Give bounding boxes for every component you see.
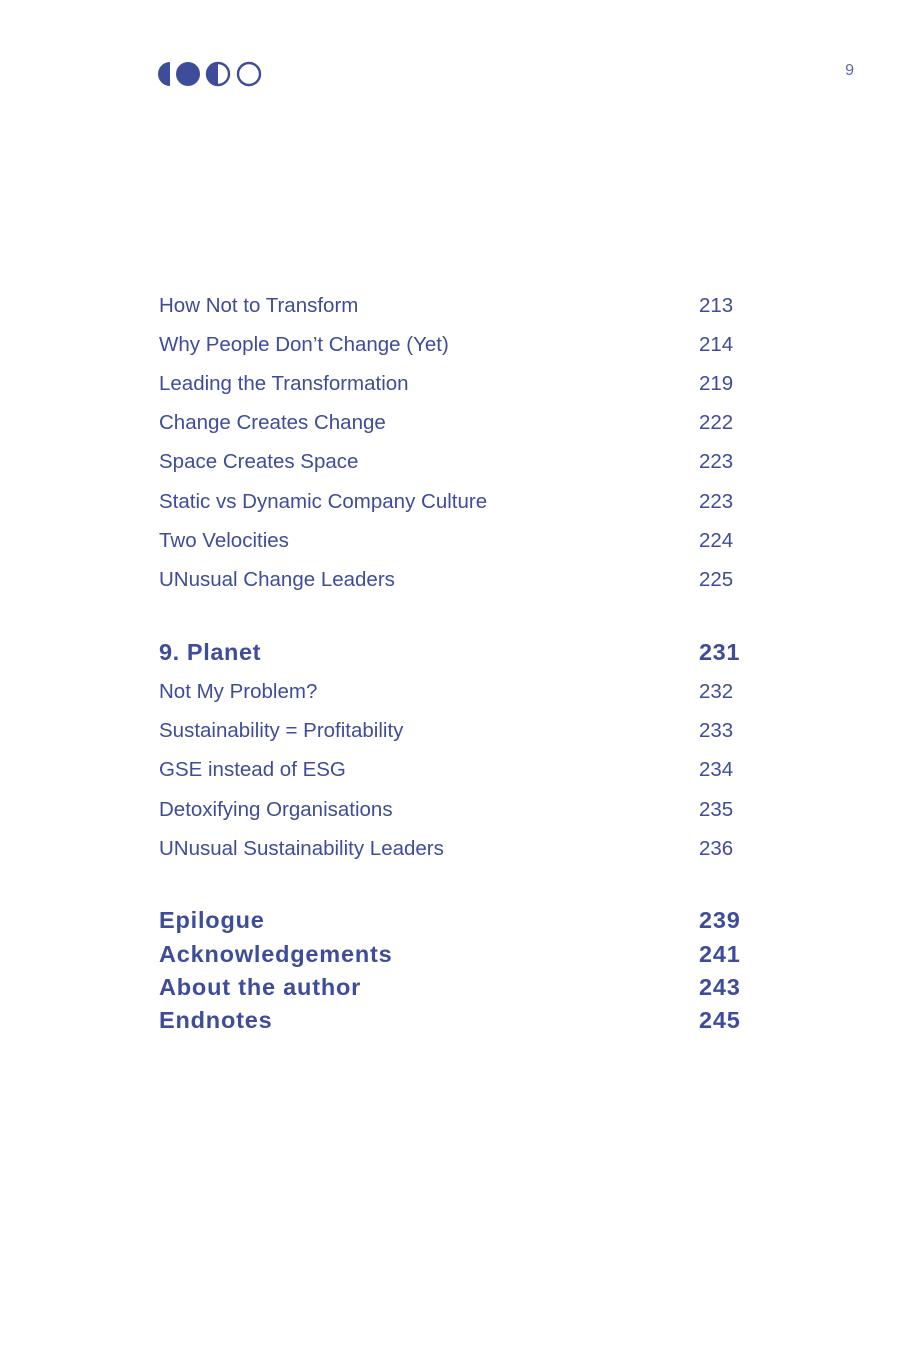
toc-entry-title: UNusual Sustainability Leaders <box>159 837 444 860</box>
toc-entry-title: Two Velocities <box>159 529 289 552</box>
toc-entry-title: Why People Don’t Change (Yet) <box>159 333 449 356</box>
crescent-moon-icon <box>158 62 170 86</box>
toc-entry[interactable] <box>159 678 769 706</box>
toc-entry[interactable] <box>159 566 769 594</box>
toc-entry-title: Sustainability = Profitability <box>159 719 404 742</box>
toc-entry-title: Detoxifying Organisations <box>159 798 393 821</box>
toc-chapter-heading[interactable] <box>159 638 769 666</box>
toc-back-matter-entry[interactable] <box>159 940 769 968</box>
page-number: 9 <box>845 62 854 79</box>
toc-entry-page: 233 <box>699 719 734 742</box>
toc-entry[interactable] <box>159 835 769 863</box>
toc-back-matter-page: 241 <box>699 940 741 967</box>
toc-entry-title: GSE instead of ESG <box>159 758 346 781</box>
toc-entry[interactable] <box>159 292 769 320</box>
toc-entry[interactable] <box>159 488 769 516</box>
toc-back-matter-title: Acknowledgements <box>159 940 393 967</box>
toc-entry-page: 223 <box>699 490 734 513</box>
toc-entry[interactable] <box>159 448 769 476</box>
toc-entry-page: 213 <box>699 294 734 317</box>
toc-back-matter-entry[interactable] <box>159 906 769 934</box>
new-moon-icon <box>238 63 260 85</box>
toc-entry-page: 222 <box>699 411 734 434</box>
toc-entry-page: 232 <box>699 680 734 703</box>
toc-entry[interactable] <box>159 527 769 555</box>
toc-entry-page: 214 <box>699 333 734 356</box>
toc-chapter-title: 9. Planet <box>159 638 262 665</box>
toc-entry[interactable] <box>159 756 769 784</box>
toc-entry-page: 236 <box>699 837 734 860</box>
full-moon-icon <box>176 62 200 86</box>
toc-entry-title: Not My Problem? <box>159 680 318 703</box>
toc-back-matter-entry[interactable] <box>159 1006 769 1034</box>
toc-entry-title: Space Creates Space <box>159 450 359 473</box>
toc-back-matter-title: About the author <box>159 973 362 1000</box>
toc-entry-page: 223 <box>699 450 734 473</box>
toc-entry-title: Change Creates Change <box>159 411 386 434</box>
toc-back-matter-page: 239 <box>699 906 741 933</box>
toc-back-matter-entry[interactable] <box>159 973 769 1001</box>
toc-entry-page: 235 <box>699 798 734 821</box>
toc-entry[interactable] <box>159 717 769 745</box>
toc-entry-title: UNusual Change Leaders <box>159 568 395 591</box>
toc-entry[interactable] <box>159 370 769 398</box>
toc-entry-page: 224 <box>699 529 734 552</box>
toc-chapter-page: 231 <box>699 638 741 665</box>
toc-entry-title: Static vs Dynamic Company Culture <box>159 490 488 513</box>
toc-back-matter-title: Endnotes <box>159 1006 273 1033</box>
toc-entry-page: 234 <box>699 758 734 781</box>
toc-entry-title: How Not to Transform <box>159 294 359 317</box>
toc-entry[interactable] <box>159 409 769 437</box>
toc-back-matter-title: Epilogue <box>159 906 265 933</box>
toc-entry-title: Leading the Transformation <box>159 372 409 395</box>
moon-phases-icon <box>158 61 262 87</box>
toc-entry-page: 225 <box>699 568 734 591</box>
toc-entry[interactable] <box>159 796 769 824</box>
toc-entry-page: 219 <box>699 372 734 395</box>
toc-entry[interactable] <box>159 331 769 359</box>
toc-back-matter-page: 243 <box>699 973 741 1000</box>
toc-back-matter-page: 245 <box>699 1006 741 1033</box>
